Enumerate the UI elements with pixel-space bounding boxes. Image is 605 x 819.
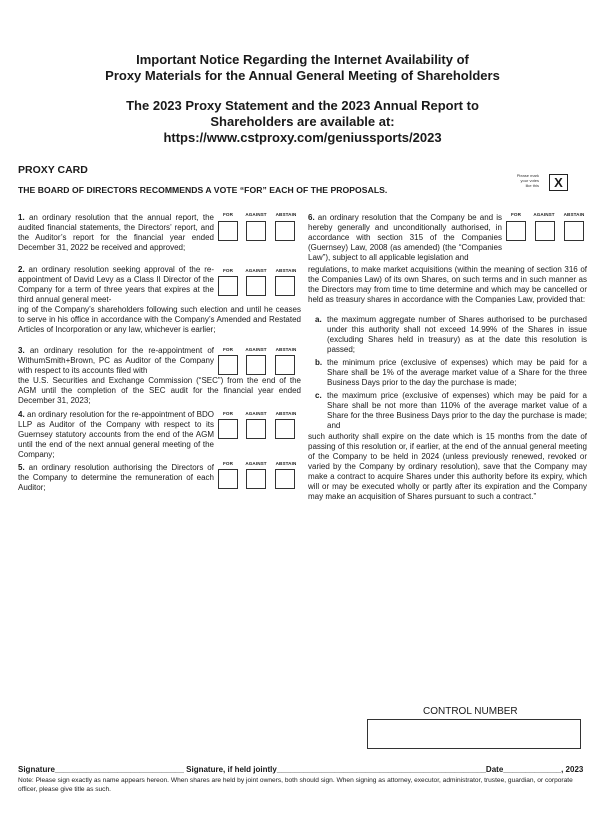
subitem-text: the maximum price (exclusive of expenses) which may be paid for a Share shall be not more than 110% of the average market value of a Share for the three Business Days prior to the day the purchase is made; and (327, 391, 587, 430)
for-label: FOR (511, 212, 521, 217)
proposal-6-subitem-a (315, 315, 587, 355)
proposal-6-abstain-checkbox[interactable] (564, 221, 584, 241)
proposal-1-against-checkbox[interactable] (246, 221, 266, 241)
signature-line[interactable]: Signature_____________________________ Signature, if held jointly_______________________________________________Date_____________, 2023 (18, 765, 584, 774)
for-label: FOR (223, 411, 233, 416)
proposal-text: an ordinary resolution authorising the Directors of the Company to determine the remuneration of each Auditor; (18, 463, 214, 492)
abstain-label: ABSTAIN (275, 212, 297, 217)
against-label: AGAINST (245, 411, 267, 416)
proposal-2-for-checkbox[interactable] (218, 276, 238, 296)
abstain-label: ABSTAIN (275, 347, 297, 352)
signature-note: Note: Please sign exactly as name appears hereon. When shares are held by joint owners, both should sign. When signing as attorney, executor, administrator, trustee, guardian, or corporate officer, please give title as such. (18, 777, 573, 793)
proposal-3-abstain-checkbox[interactable] (275, 355, 295, 375)
against-label: AGAINST (245, 212, 267, 217)
proposal-4 (18, 410, 214, 460)
subitem-letter: c. (315, 391, 322, 400)
abstain-label: ABSTAIN (563, 212, 585, 217)
abstain-label: ABSTAIN (275, 461, 297, 466)
proxy-url-link[interactable]: https://www.cstproxy.com/geniussports/2023 (163, 130, 442, 145)
for-label: FOR (223, 268, 233, 273)
proposal-6-subitem-c (315, 391, 587, 431)
proposal-6 (308, 213, 502, 263)
proposal-5-against-checkbox[interactable] (246, 469, 266, 489)
proposal-2-against-checkbox[interactable] (246, 276, 266, 296)
mark-instruction-line: Please mark (516, 173, 539, 178)
proposal-6-against-checkbox[interactable] (535, 221, 555, 241)
proposal-2 (18, 265, 214, 305)
proposal-6-closing: such authority shall expire on the date which is 15 months from the date of passing of this resolution or, if earlier, at the end of the annual general meeting of the Company to be held in 2024 (unless previously renewed, revoked or varied by the Company by ordinary resolution), save that the Company may make a contract to acquire Shares under this authority before its expiry, which will or may be executed wholly or partly after its expiration and the Company may make an acquisition of Shares pursuant to such a contract.” (308, 432, 587, 501)
proposal-number: 2. (18, 265, 25, 274)
proposal-6-subitem-b (315, 358, 587, 388)
proposal-5 (18, 463, 214, 493)
proposal-number: 1. (18, 213, 25, 222)
mark-example-box: X (549, 174, 568, 191)
notice-title-line2: Proxy Materials for the Annual General Meeting of Shareholders (105, 68, 500, 83)
for-label: FOR (223, 461, 233, 466)
subitem-text: the minimum price (exclusive of expenses) which may be paid for a Share shall be 1% of the average market value of a Share for the three Business Days prior to the day the purchase is made; (327, 358, 587, 387)
proposal-5-abstain-checkbox[interactable] (275, 469, 295, 489)
proposal-text: an ordinary resolution seeking approval of the re-appointment of David Levy as a Class II Director of the Company for a term of three years that expires at the third annual general meet- (18, 265, 214, 304)
control-number-label: CONTROL NUMBER (423, 706, 518, 717)
proposal-6-for-checkbox[interactable] (506, 221, 526, 241)
proposal-3 (18, 346, 214, 376)
against-label: AGAINST (245, 347, 267, 352)
proposal-1 (18, 213, 214, 253)
proposal-1-abstain-checkbox[interactable] (275, 221, 295, 241)
proposal-text: an ordinary resolution for the re-appointment of BDO LLP as Auditor of the Company with respect to its Guernsey statutory accounts from the end of the AGM until the end of the next annual general meeting of the Company; (18, 410, 214, 459)
proposal-text: an ordinary resolution that the Company be and is hereby generally and unconditionally authorised, in accordance with section 315 of the Companies (Guernsey) Law, 2008 (as amended) (the “Companies Law”), subject to all applicable legislation and (308, 213, 502, 262)
subitem-letter: b. (315, 358, 323, 367)
proposal-5-for-checkbox[interactable] (218, 469, 238, 489)
proposal-3-continued: the U.S. Securities and Exchange Commission (“SEC”) from the end of the AGM until the completion of the SEC audit for the financial year ended December 31, 2023; (18, 376, 301, 405)
subitem-text: the maximum aggregate number of Shares authorised to be purchased under this authority shall not exceed 14.99% of the Shares in issue (excluding Shares held in treasury) as at the date this resolution is passed; (327, 315, 587, 354)
proposal-text: an ordinary resolution for the re-appointment of WithumSmith+Brown, PC as Auditor of the Company with respect to its accounts filed with (18, 346, 214, 375)
proposal-2-continued: ing of the Company’s shareholders following such election and until he ceases to serve in his office in accordance with the Company’s Amended and Restated Articles of Incorporation or any law, whichever is earlier; (18, 305, 301, 334)
availability-line1: The 2023 Proxy Statement and the 2023 Annual Report to (126, 98, 479, 113)
proposal-number: 5. (18, 463, 25, 472)
proposal-6-continued: regulations, to make market acquisitions (within the meaning of section 316 of the Companies Law) of its own Shares, on such terms and in such manner as the Directors may from time to time determine and which may be cancelled or held as treasury shares in accordance with the Companies Law, provided that: (308, 265, 587, 304)
abstain-label: ABSTAIN (275, 268, 297, 273)
proposal-4-against-checkbox[interactable] (246, 419, 266, 439)
mark-instruction-line: like this (525, 183, 539, 188)
board-recommendation: THE BOARD OF DIRECTORS RECOMMENDS A VOTE “FOR” EACH OF THE PROPOSALS. (18, 185, 388, 195)
against-label: AGAINST (533, 212, 555, 217)
proposal-number: 4. (18, 410, 25, 419)
proposal-text: an ordinary resolution that the annual report, the audited financial statements, the Directors’ report, and the Auditor’s report for the financial year ended December 31, 2022 be received and approved; (18, 213, 214, 252)
proxy-card-title: PROXY CARD (18, 164, 88, 176)
for-label: FOR (223, 347, 233, 352)
against-label: AGAINST (245, 268, 267, 273)
proposal-4-abstain-checkbox[interactable] (275, 419, 295, 439)
proposal-3-against-checkbox[interactable] (246, 355, 266, 375)
proposal-3-for-checkbox[interactable] (218, 355, 238, 375)
control-number-field[interactable] (367, 719, 581, 749)
mark-instruction-line: your votes (520, 178, 539, 183)
notice-title-line1: Important Notice Regarding the Internet Availability of (136, 52, 469, 67)
availability-line2: Shareholders are available at: (210, 114, 395, 129)
proposal-number: 3. (18, 346, 25, 355)
proposal-4-for-checkbox[interactable] (218, 419, 238, 439)
abstain-label: ABSTAIN (275, 411, 297, 416)
for-label: FOR (223, 212, 233, 217)
subitem-letter: a. (315, 315, 322, 324)
mark-instructions (505, 173, 539, 188)
against-label: AGAINST (245, 461, 267, 466)
proposal-number: 6. (308, 213, 315, 222)
proposal-2-abstain-checkbox[interactable] (275, 276, 295, 296)
proposal-1-for-checkbox[interactable] (218, 221, 238, 241)
